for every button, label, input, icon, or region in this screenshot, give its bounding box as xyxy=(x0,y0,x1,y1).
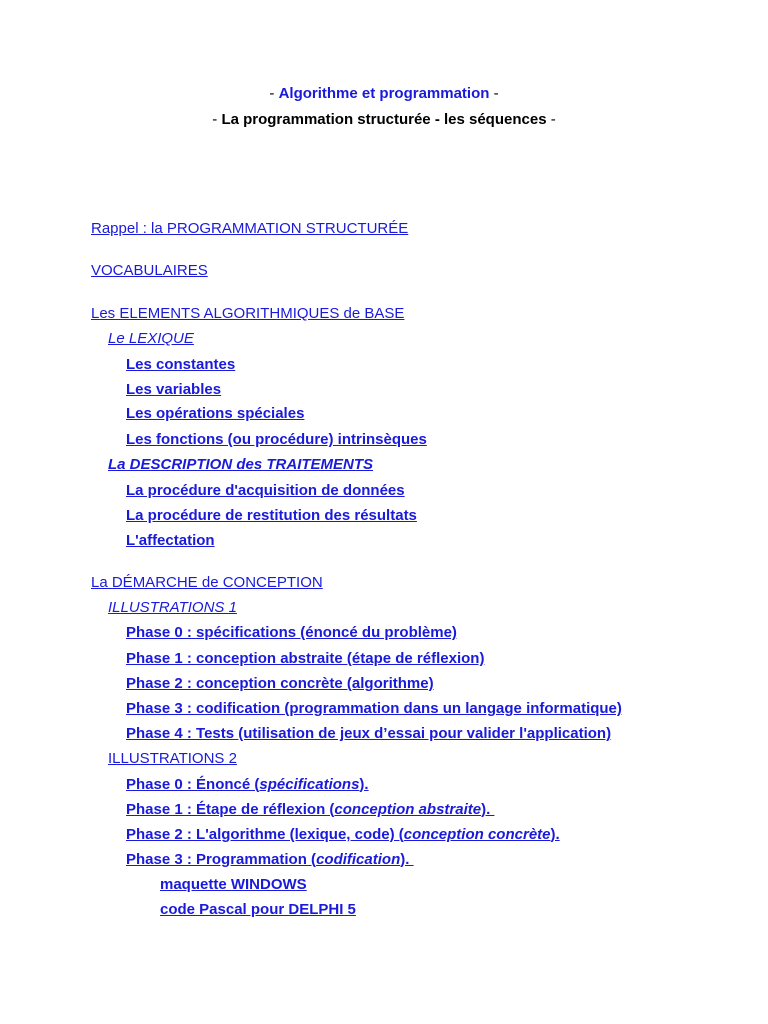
link-operations-text: Les opérations spéciales xyxy=(126,405,305,422)
toc-item-variables xyxy=(91,381,221,399)
toc-item-affectation xyxy=(91,532,215,550)
link-vocabulaires[interactable]: VOCABULAIRES xyxy=(91,262,208,279)
toc-item-phase3-2 xyxy=(126,851,414,869)
link-acquisition[interactable] xyxy=(91,482,405,499)
toc-item-fonctions xyxy=(91,431,427,449)
toc-sub-illustrations2 xyxy=(108,750,237,768)
phase3-2-em: codification xyxy=(316,851,401,868)
link-rappel[interactable]: Rappel : la PROGRAMMATION STRUCTURÉE xyxy=(91,220,409,237)
link-lexique[interactable]: Le LEXIQUE xyxy=(108,330,194,347)
link-constantes[interactable]: Les constantes xyxy=(126,356,236,373)
link-phase2-algorithme[interactable] xyxy=(91,826,560,843)
link-elements[interactable]: Les ELEMENTS ALGORITHMIQUES de BASE xyxy=(91,305,405,322)
toc-item-phase0-1 xyxy=(126,624,457,642)
phase3-2-post: ). xyxy=(400,851,414,868)
link-affectation[interactable] xyxy=(91,532,215,549)
phase1-2-pre: Phase 1 : Étape de réflexion ( xyxy=(126,801,335,818)
toc-sub-illustrations1 xyxy=(108,599,237,617)
phase2-2-pre: Phase 2 : L'algorithme (lexique, code) ( xyxy=(126,826,404,843)
title-dash-right: - xyxy=(493,85,499,102)
link-phase1-etape-reflexion[interactable] xyxy=(126,801,494,818)
toc-item-phase2-2 xyxy=(91,826,560,844)
toc-section-vocabulaires xyxy=(91,262,208,280)
toc-item-phase3-1 xyxy=(126,700,622,718)
toc-item-code-pascal xyxy=(160,901,356,919)
toc-item-maquette xyxy=(160,876,307,894)
link-illustrations-1[interactable]: ILLUSTRATIONS 1 xyxy=(108,599,237,616)
link-phase0-specifications[interactable]: Phase 0 : spécifications (énoncé du problème) xyxy=(126,624,457,641)
title-text: Algorithme et programmation xyxy=(278,85,490,102)
link-restitution[interactable] xyxy=(91,507,417,524)
phase0-2-em: spécifications xyxy=(259,776,360,793)
link-illustrations-2[interactable]: ILLUSTRATIONS 2 xyxy=(108,750,237,767)
toc-item-restitution xyxy=(91,507,417,525)
link-phase4-tests[interactable]: Phase 4 : Tests (utilisation de jeux d’essai pour valider l'application) xyxy=(126,725,612,742)
toc-item-phase0-2 xyxy=(91,776,369,794)
toc-item-acquisition xyxy=(91,482,405,500)
link-phase0-enonce[interactable] xyxy=(91,776,369,793)
link-phase3-codification[interactable]: Phase 3 : codification (programmation dans un langage informatique) xyxy=(126,700,622,717)
link-fonctions-text: Les fonctions (ou procédure) intrinsèques xyxy=(126,431,427,448)
toc-item-phase2-1 xyxy=(126,675,434,693)
phase3-2-pre: Phase 3 : Programmation ( xyxy=(126,851,317,868)
phase0-2-post: ). xyxy=(359,776,369,793)
phase2-2-post: ). xyxy=(550,826,560,843)
link-phase1-conception-abstraite[interactable]: Phase 1 : conception abstraite (étape de réflexion) xyxy=(126,650,485,667)
link-restitution-text: La procédure de restitution des résultats xyxy=(126,507,417,524)
link-operations[interactable] xyxy=(91,405,304,422)
link-description[interactable] xyxy=(91,456,373,473)
toc-section-elements xyxy=(91,305,404,323)
subtitle-dash-right: - xyxy=(550,111,556,128)
link-variables-text: Les variables xyxy=(126,381,222,398)
subtitle-text: La programmation structurée - les séquences xyxy=(221,111,547,128)
link-description-text: La DESCRIPTION des TRAITEMENTS xyxy=(108,456,374,473)
title-dash-left: - xyxy=(269,85,275,102)
subtitle-dash-left: - xyxy=(212,111,218,128)
link-demarche[interactable]: La DÉMARCHE de CONCEPTION xyxy=(91,574,323,591)
link-code-pascal[interactable]: code Pascal pour DELPHI 5 xyxy=(160,901,356,918)
toc-item-phase1-1 xyxy=(126,650,484,668)
phase1-2-em: conception abstraite xyxy=(334,801,482,818)
toc-item-phase4-1 xyxy=(126,725,611,743)
phase0-2-pre: Phase 0 : Énoncé ( xyxy=(126,776,260,793)
link-phase2-conception-concrete[interactable]: Phase 2 : conception concrète (algorithme) xyxy=(126,675,434,692)
phase1-2-post: ). xyxy=(481,801,495,818)
link-phase3-programmation[interactable] xyxy=(126,851,414,868)
toc-sub-lexique xyxy=(108,330,194,348)
link-maquette-windows[interactable]: maquette WINDOWS xyxy=(160,876,307,893)
link-acquisition-text: La procédure d'acquisition de données xyxy=(126,482,405,499)
phase2-2-em: conception concrète xyxy=(403,826,551,843)
toc-sub-description xyxy=(91,456,373,474)
toc-item-operations xyxy=(91,405,304,423)
toc-section-demarche xyxy=(91,574,323,592)
toc-item-phase1-2 xyxy=(126,801,494,819)
link-affectation-text: L'affectation xyxy=(126,532,215,549)
link-variables[interactable] xyxy=(91,381,221,398)
link-fonctions[interactable] xyxy=(91,431,427,448)
toc-item-constantes xyxy=(126,356,235,374)
toc-section-rappel xyxy=(91,220,408,238)
